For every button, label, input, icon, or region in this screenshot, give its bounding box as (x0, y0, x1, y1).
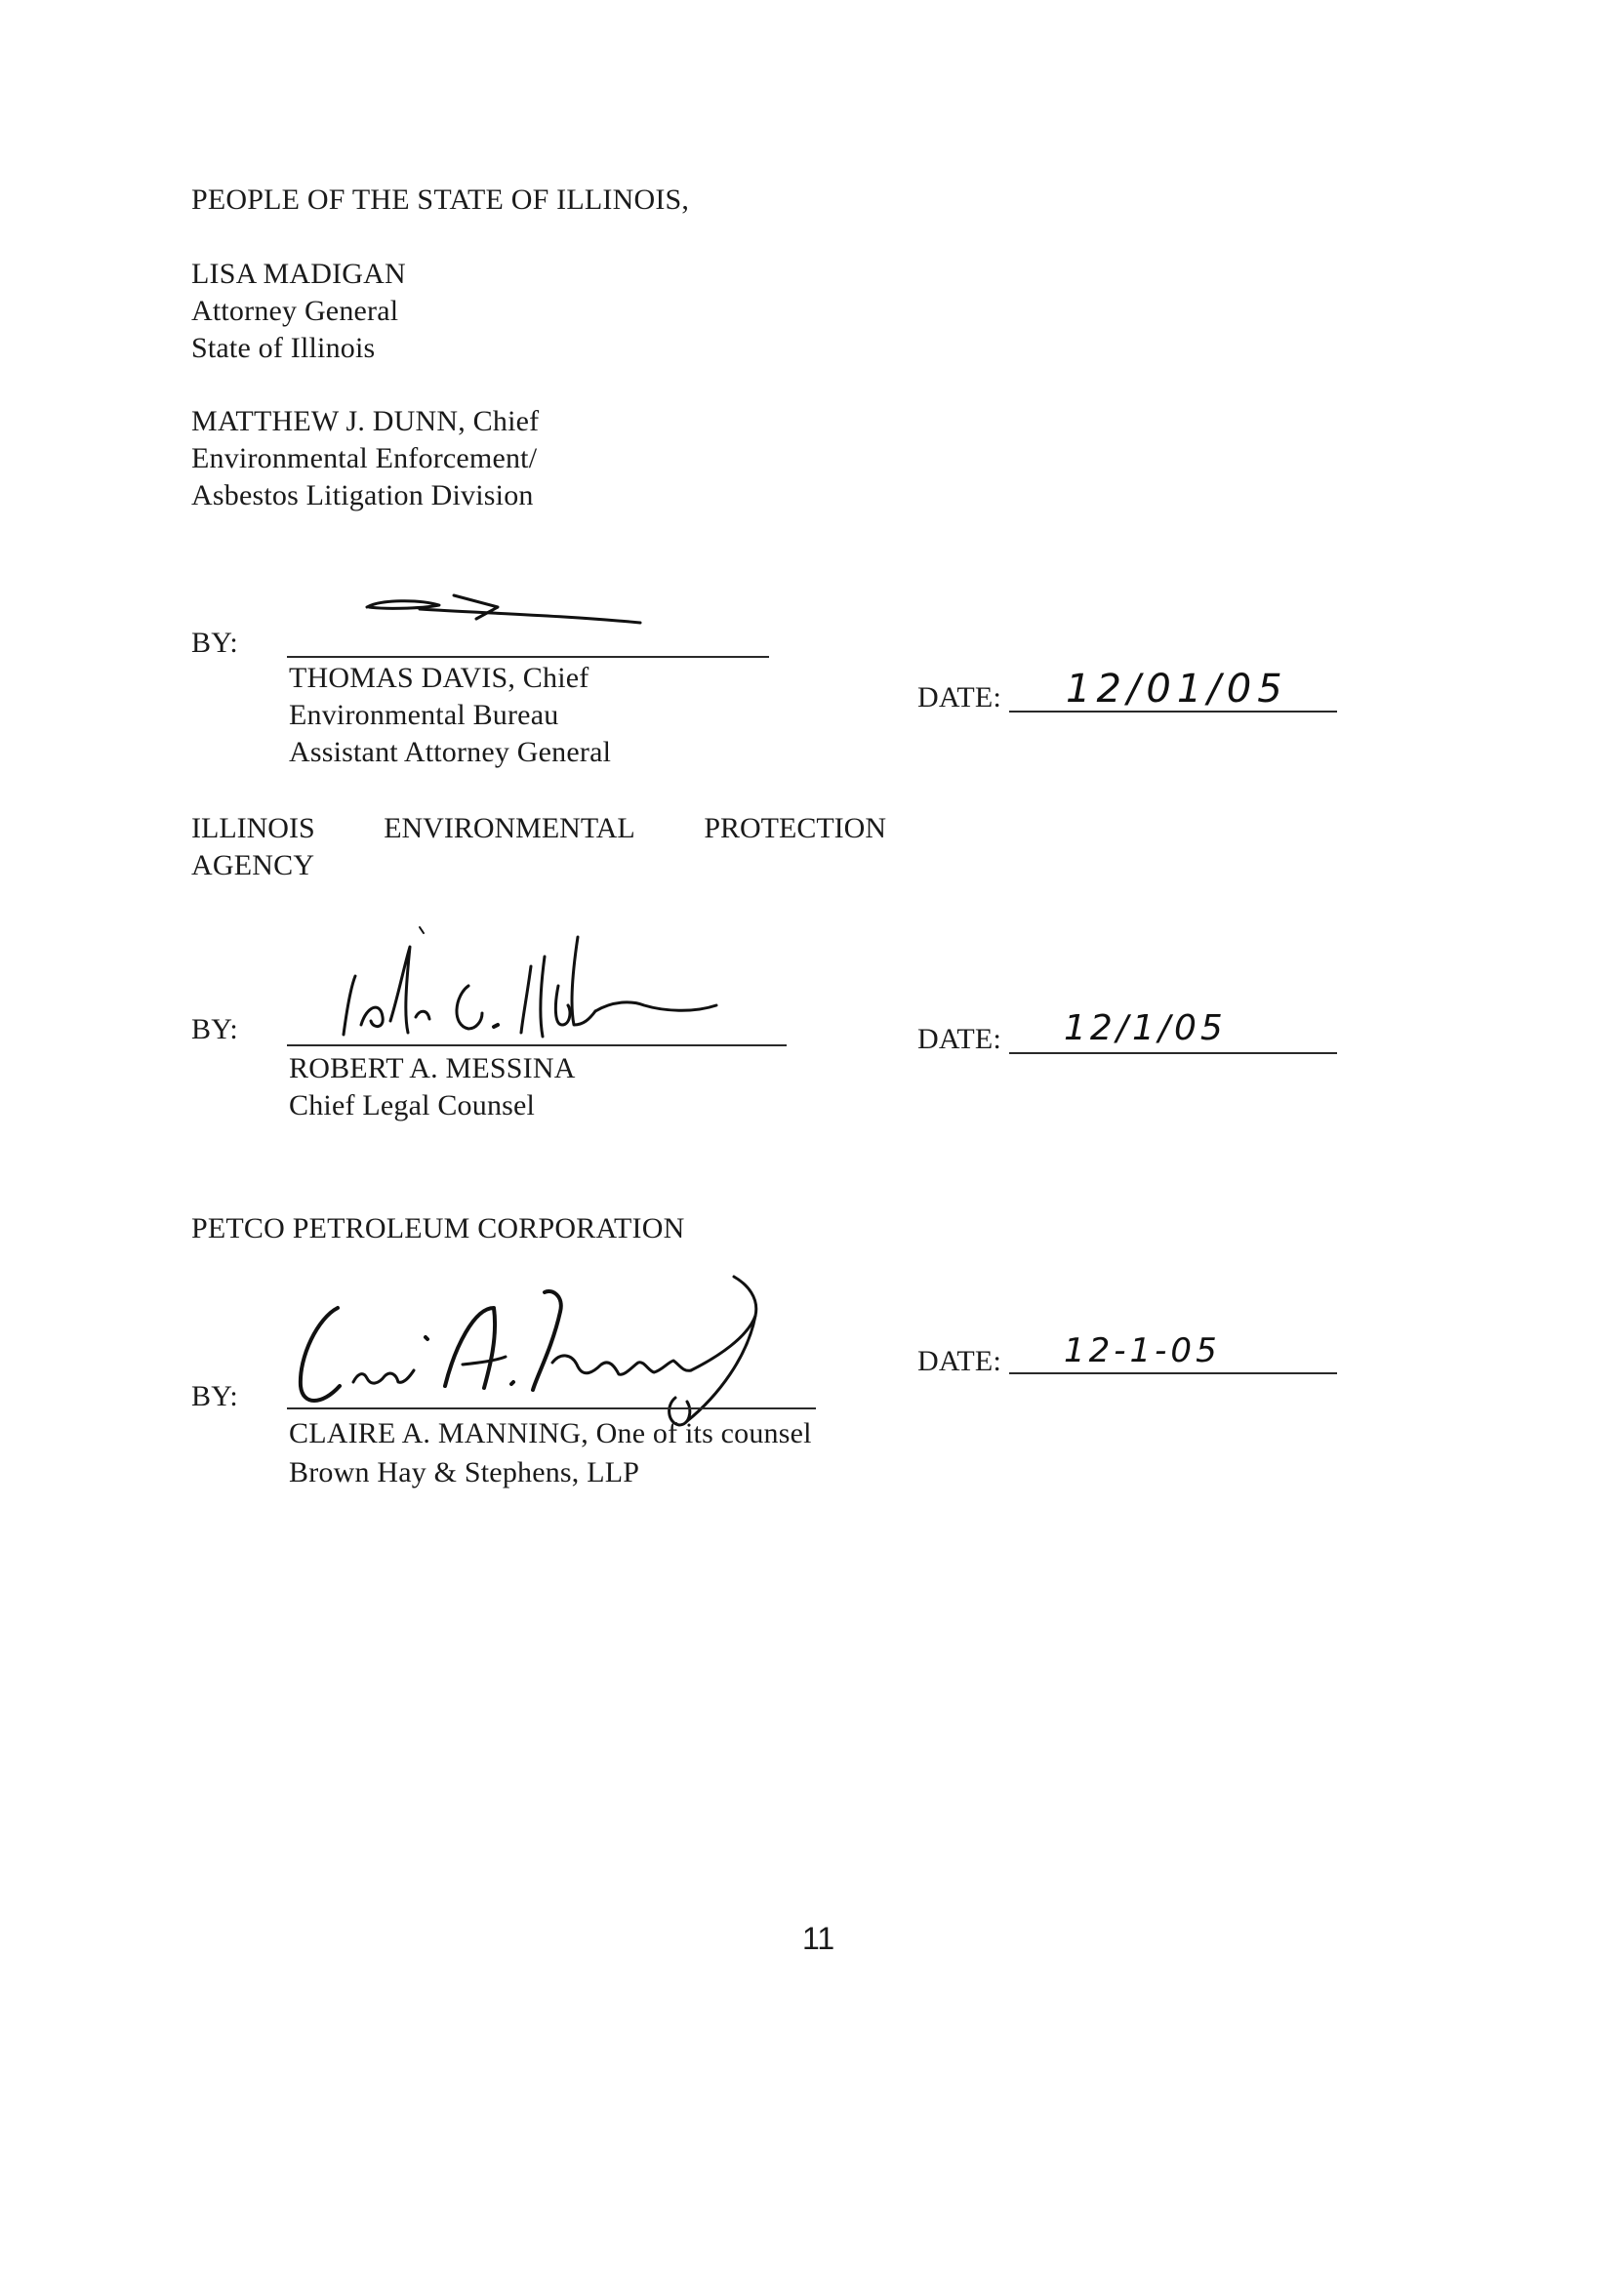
page-number: 11 (802, 1921, 835, 1956)
signature-thomas-davis (361, 586, 654, 634)
signer3-firm: Brown Hay & Stephens, LLP (289, 1456, 640, 1488)
agency-word-4: AGENCY (191, 849, 315, 881)
date-line-2 (1009, 1052, 1337, 1054)
signature-line-3 (287, 1407, 816, 1409)
agency-word-3: PROTECTION (704, 812, 886, 844)
plaintiff-heading: PEOPLE OF THE STATE OF ILLINOIS, (191, 183, 690, 216)
signature-claire-manning (289, 1269, 796, 1425)
agency-word-1: ILLINOIS (191, 812, 315, 844)
signature-robert-messina (322, 927, 732, 1054)
date-value-1: 12/01/05 (1066, 667, 1288, 712)
date-line-3 (1009, 1372, 1337, 1374)
signer1-title: Assistant Attorney General (289, 736, 612, 768)
date-label-2: DATE: (917, 1023, 1001, 1055)
by-label-2: BY: (191, 1013, 238, 1045)
chief-dept-line1: Environmental Enforcement/ (191, 442, 538, 474)
chief-dept-line2: Asbestos Litigation Division (191, 479, 534, 511)
ag-name: LISA MADIGAN (191, 258, 406, 290)
signer1-bureau: Environmental Bureau (289, 699, 559, 731)
signer2-name: ROBERT A. MESSINA (289, 1052, 576, 1084)
agency-heading-row (191, 810, 886, 847)
signer2-title: Chief Legal Counsel (289, 1089, 536, 1121)
date-value-2: 12/1/05 (1064, 1008, 1227, 1048)
by-label-3: BY: (191, 1380, 238, 1412)
date-label-1: DATE: (917, 681, 1001, 713)
agency-word-2: ENVIRONMENTAL (384, 812, 635, 844)
signature-line-1 (287, 656, 769, 658)
chief-name: MATTHEW J. DUNN, Chief (191, 405, 540, 437)
ag-state: State of Illinois (191, 332, 376, 364)
date-label-3: DATE: (917, 1345, 1001, 1377)
signer1-name: THOMAS DAVIS, Chief (289, 662, 589, 694)
by-label-1: BY: (191, 627, 238, 659)
date-value-3: 12-1-05 (1064, 1331, 1221, 1370)
company-heading: PETCO PETROLEUM CORPORATION (191, 1212, 685, 1244)
date-line-1 (1009, 711, 1337, 713)
signature-line-2 (287, 1044, 787, 1046)
ag-title: Attorney General (191, 295, 399, 327)
signer3-name: CLAIRE A. MANNING, One of its counsel (289, 1417, 812, 1449)
